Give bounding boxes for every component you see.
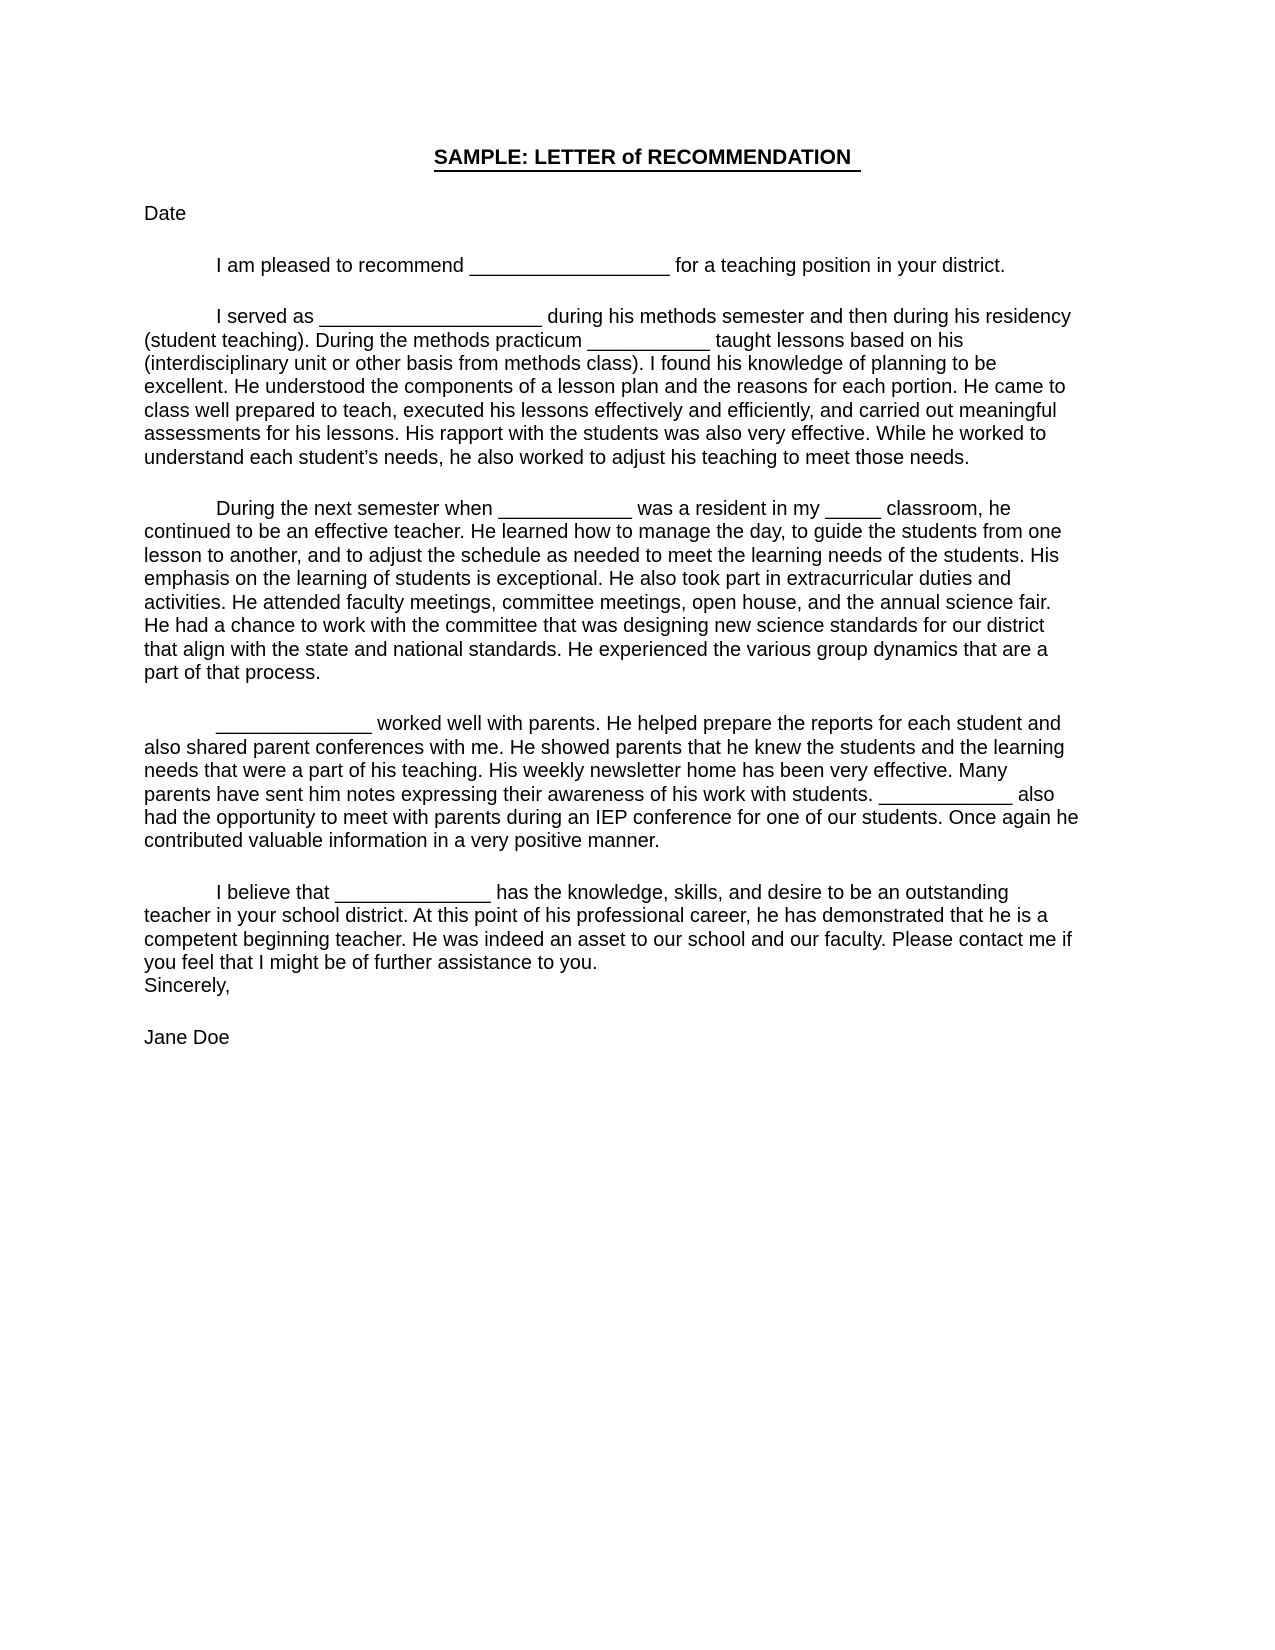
paragraph — [144, 255, 1175, 278]
signature-name: Jane Doe — [144, 1026, 230, 1049]
paragraph — [144, 306, 1175, 470]
paragraph — [144, 713, 1175, 853]
paragraph-line: needs that were a part of his teaching. His weekly newsletter home has been very effective. Many — [144, 760, 1008, 783]
paragraph-line: class well prepared to teach, executed his lessons effectively and efficiently, and carried out meaningful — [144, 399, 1057, 422]
paragraph-line: had the opportunity to meet with parents during an IEP conference for one of our students. Once again he — [144, 806, 1079, 829]
paragraph-line: (student teaching). During the methods practicum ___________ taught lessons based on his — [144, 329, 964, 352]
paragraph — [144, 498, 1175, 685]
paragraph-line: I am pleased to recommend __________________ for a teaching position in your district. — [216, 254, 1006, 277]
paragraph-line: competent beginning teacher. He was indeed an asset to our school and our faculty. Please contact me if — [144, 928, 1072, 951]
date-placeholder: Date — [144, 203, 187, 226]
title-row — [144, 146, 1151, 172]
paragraph-line: During the next semester when ____________ was a resident in my _____ classroom, he — [216, 498, 1011, 521]
paragraph-line: excellent. He understood the components of a lesson plan and the reasons for each portion. He came to — [144, 376, 1066, 399]
paragraph-line: that align with the state and national standards. He experienced the various group dynamics that are a — [144, 638, 1048, 661]
letter-body — [144, 255, 1175, 999]
paragraph-line: lesson to another, and to adjust the schedule as needed to meet the learning needs of the students. His — [144, 544, 1060, 567]
paragraph-line: parents have sent him notes expressing their awareness of his work with students. ____________ also — [144, 783, 1055, 806]
paragraph — [144, 882, 1175, 999]
paragraph-line: assessments for his lessons. His rapport with the students was also very effective. While he worked to — [144, 423, 1047, 446]
paragraph-line: I believe that ______________ has the knowledge, skills, and desire to be an outstanding — [216, 881, 1009, 904]
paragraph-line: I served as ____________________ during his methods semester and then during his residency — [216, 306, 1072, 329]
paragraph-line: contributed valuable information in a very positive manner. — [144, 830, 660, 853]
paragraph-line: (interdisciplinary unit or other basis from methods class). I found his knowledge of planning to be — [144, 353, 997, 376]
paragraph-line: teacher in your school district. At this point of his professional career, he has demonstrated that he is a — [144, 905, 1048, 928]
paragraph-line: continued to be an effective teacher. He learned how to manage the day, to guide the students from one — [144, 521, 1062, 544]
paragraph-line: activities. He attended faculty meetings, committee meetings, open house, and the annual science fair. — [144, 591, 1052, 614]
paragraph-line: understand each student’s needs, he also worked to adjust his teaching to meet those needs. — [144, 446, 970, 469]
document-title: SAMPLE: LETTER of RECOMMENDATION — [434, 146, 861, 172]
paragraph-line: part of that process. — [144, 661, 321, 684]
paragraph-line: you feel that I might be of further assistance to you. — [144, 951, 598, 974]
paragraph-line: also shared parent conferences with me. He showed parents that he knew the students and the learning — [144, 736, 1065, 759]
paragraph-line: Sincerely, — [144, 975, 231, 998]
paragraph-line: He had a chance to work with the committee that was designing new science standards for our district — [144, 615, 1045, 638]
paragraph-line: ______________ worked well with parents. He helped prepare the reports for each student and — [216, 713, 1062, 736]
paragraph-line: emphasis on the learning of students is exceptional. He also took part in extracurricular duties and — [144, 568, 1012, 591]
